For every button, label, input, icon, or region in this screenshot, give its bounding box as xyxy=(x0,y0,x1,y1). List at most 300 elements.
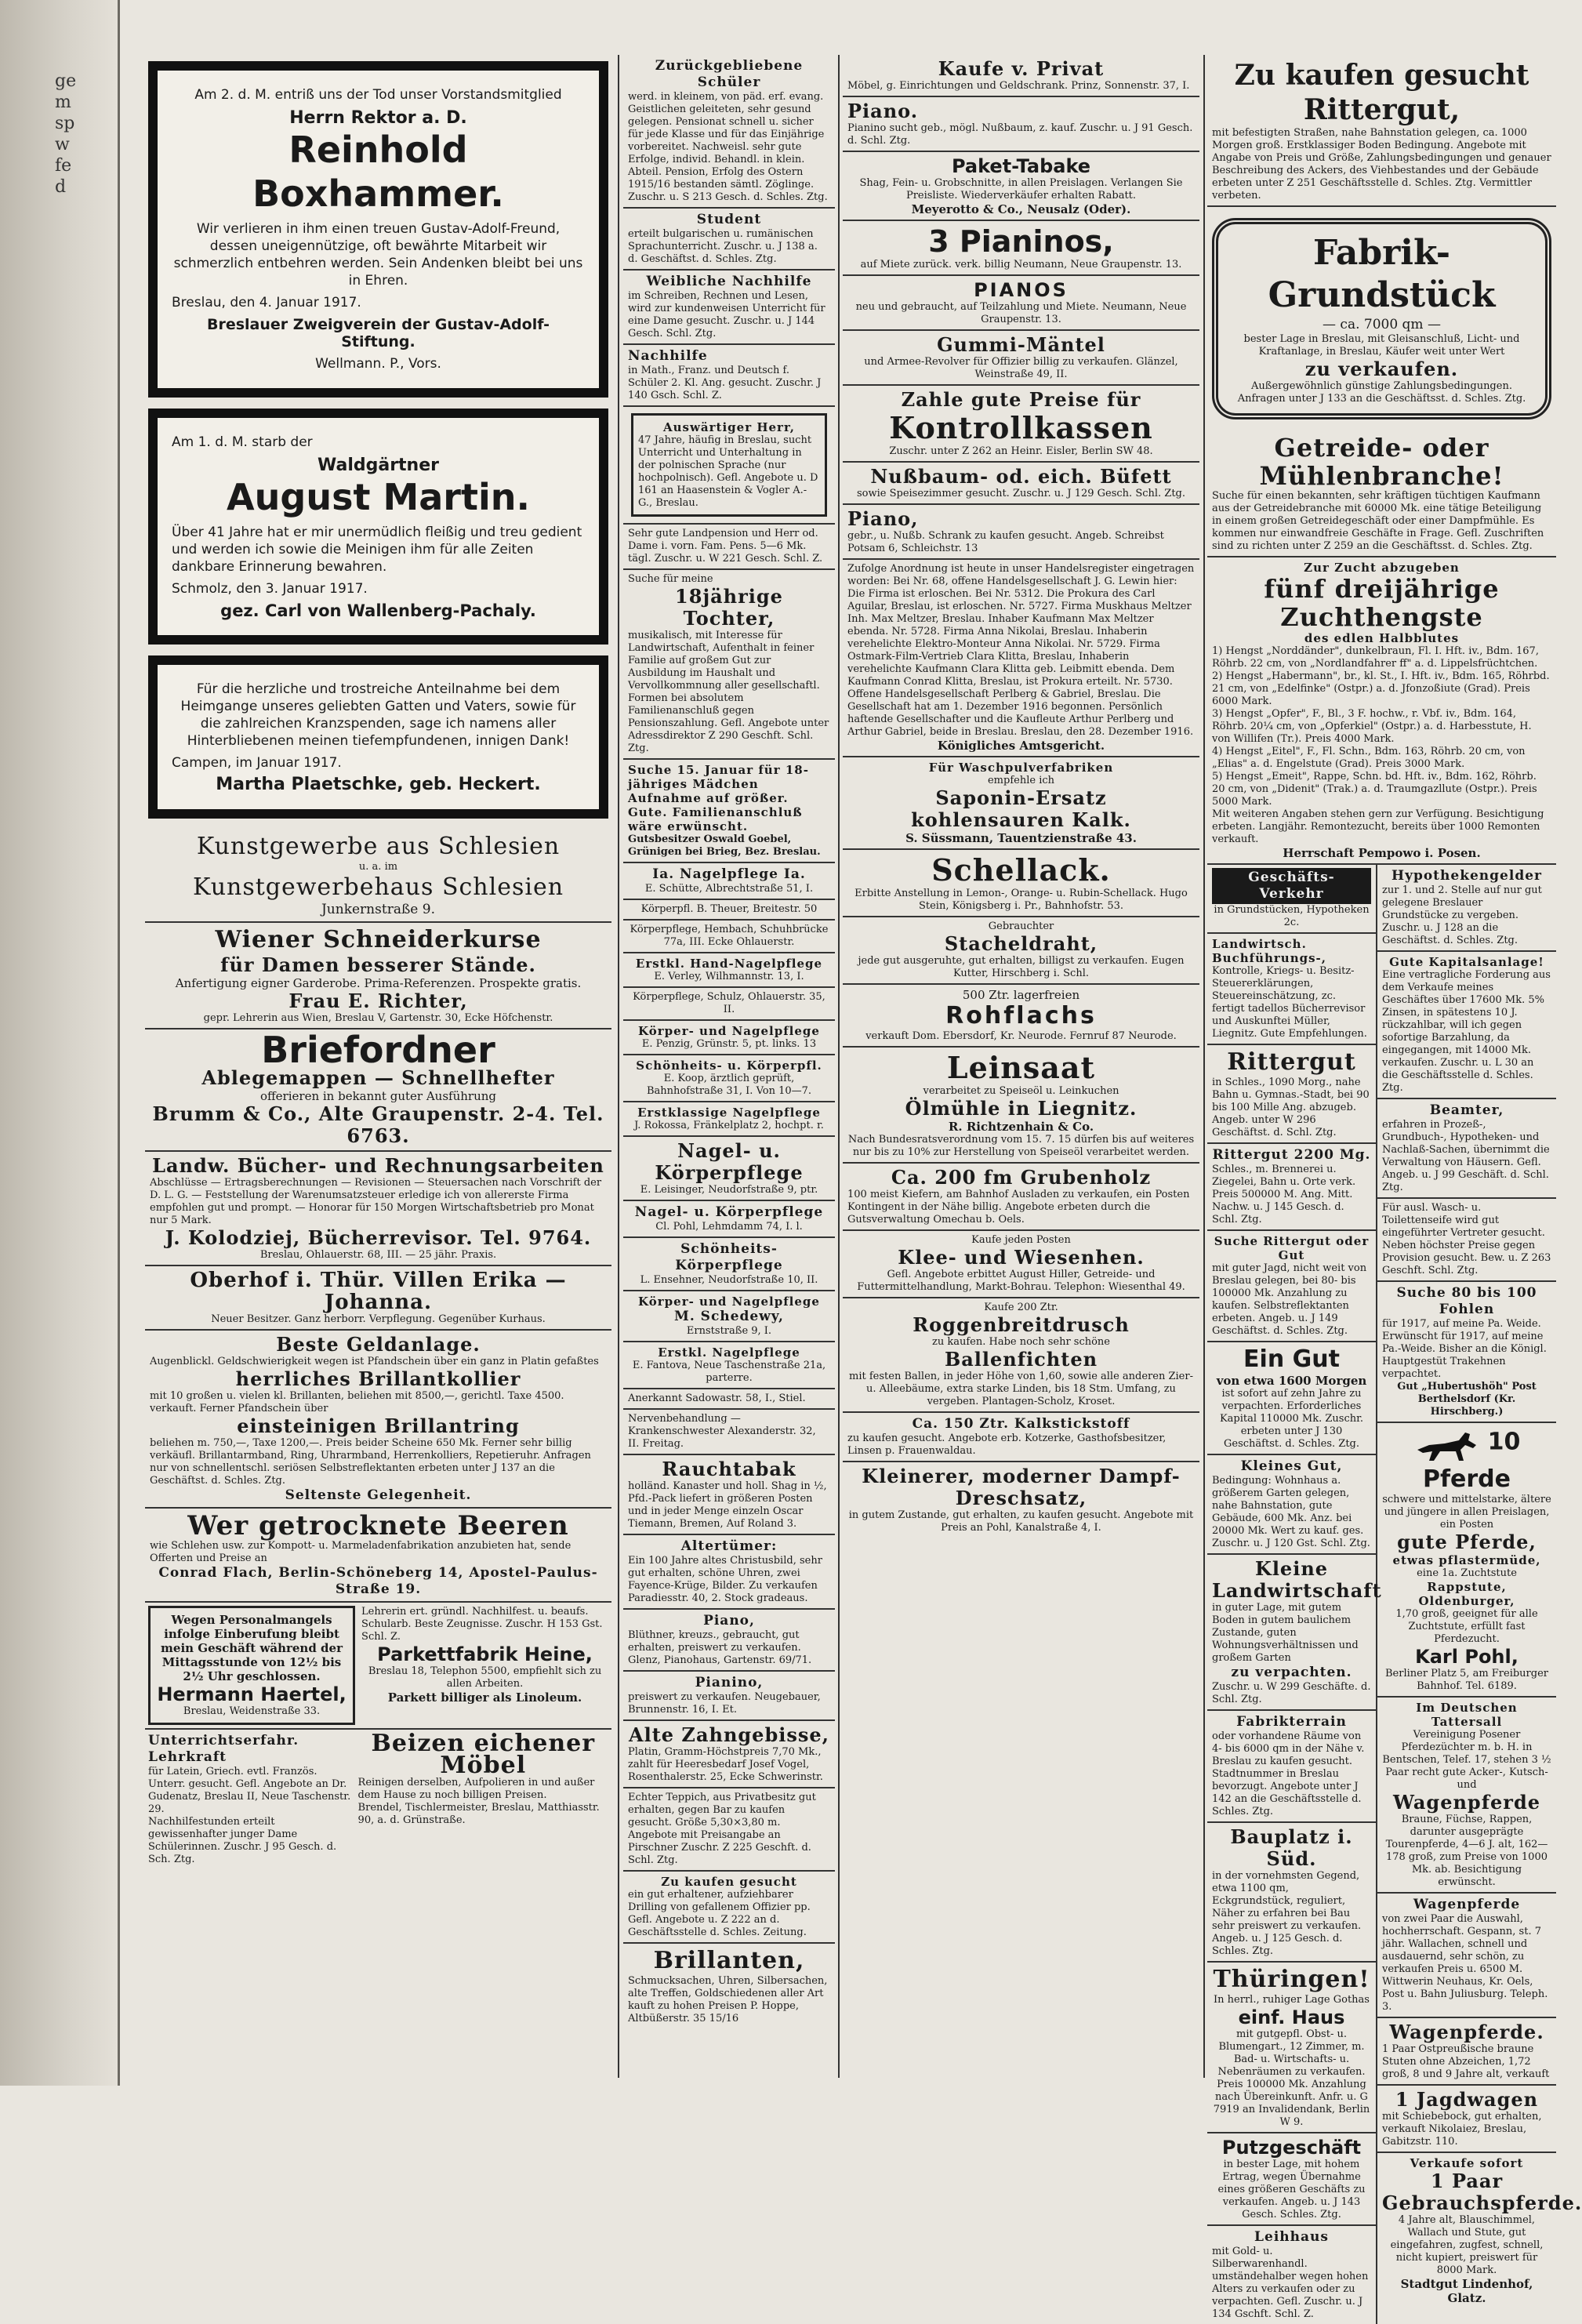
ad-title: Weibliche Nachhilfe xyxy=(646,274,812,289)
obit-date: Schmolz, den 3. Januar 1917. xyxy=(172,581,368,597)
ad-text: Shag, Fein- u. Grobschnitte, in allen Preislagen. Verlangen Sie Preisliste. Wiederverkäufer erhalten Rabatt. xyxy=(859,177,1183,202)
ad-title: Beamter, xyxy=(1429,1102,1504,1118)
ad-text: bester Lage in Breslau, mit Gleisanschluß, Licht- und Kraftanlage, in Breslau, Käufer weit unter Wert xyxy=(1243,333,1520,358)
ad-beamter xyxy=(1377,1099,1556,1199)
ad-text: schwere und mittelstarke, ältere und jüngere in allen Preislagen, ein Posten xyxy=(1382,1494,1551,1531)
column-rule xyxy=(838,55,840,2078)
ad-text: Augenblickl. Geldschwierigkeit wegen ist Pfandschein über ein ganz in Platin gefaßtes xyxy=(150,1356,599,1367)
ad-text: mit Schiebebock, gut erhalten, verkauft Nikolaiez, Breslau, Gabitzstr. 110. xyxy=(1382,2111,1542,2148)
ad-pre: Suche für meine xyxy=(628,573,713,585)
column-3 xyxy=(843,55,1199,2078)
ad-weibliche-nachhilfe xyxy=(623,271,835,345)
ad-text: Nach Bundesratsverordnung vom 15. 7. 15 dürfen bis auf weiteres nur bis zu 10% zur Herstellung von Speiseöl verarbeitet werden. xyxy=(847,1134,1195,1158)
ad-nachhilfe xyxy=(623,345,835,407)
ad-title: 1 Jagdwagen xyxy=(1395,2088,1539,2111)
ad-title: Stacheldraht, xyxy=(944,932,1098,955)
ad-schellack xyxy=(843,850,1199,917)
ad-sub: Parkett billiger als Linoleum. xyxy=(387,1690,582,1705)
ad-3-pianinos xyxy=(843,221,1199,276)
ad-title: Kunstgewerbe aus Schlesien xyxy=(196,833,561,860)
ad-text: Breslau 18, Telephon 5500, empfiehlt sich zu allen Arbeiten. xyxy=(368,1665,602,1690)
ad-text: E. Verley, Wilhmannstr. 13, I. xyxy=(654,971,804,982)
ad-tag: Seltenste Gelegenheit. xyxy=(285,1487,472,1503)
ad-item: herrliches Brillantkollier xyxy=(235,1367,521,1390)
ad-pianos xyxy=(843,276,1199,331)
ad-title: Rohflachs xyxy=(945,1002,1097,1029)
ad-title: Schönheits- u. Körperpfl. xyxy=(636,1059,822,1073)
ad-text: E. Schütte, Albrechtstraße 51, I. xyxy=(644,883,814,895)
ad-sub: Neuer Besitzer. Ganz herborr. Verpflegung. Gegenüber Kurhaus. xyxy=(211,1313,546,1325)
ad-title: Pferde xyxy=(1422,1465,1511,1493)
ad-title: Fabrik-Grundstück xyxy=(1268,233,1496,315)
ad-text: in Schles., 1090 Morg., nahe Bahn u. Gymnas.-Stadt, bei 90 bis 100 Mille Ang. abzugeb. Angeb. unter W 296 Geschäftst. d. Schl. Ztg. xyxy=(1212,1077,1370,1138)
ad-text: Eine vertragliche Forderung aus dem Verkaufe meines Geschäftes über 17600 Mk. 5% Zinsen, in spätestens 10 J. rückzahlbar, will ich gegen sofortige Barzahlung, da eingegangen, mit 14000 Mk. verkaufen. Zuschr. u. L 30 an die Geschäftsstelle d. Schles. Ztg. xyxy=(1382,969,1551,1094)
thanks-signature: Martha Plaetschke, geb. Heckert. xyxy=(216,775,541,794)
thanks-date: Campen, im Januar 1917. xyxy=(172,755,342,771)
ad-title: Zurückgebliebene Schüler xyxy=(655,58,804,90)
ad-kapitalsanlage xyxy=(1377,952,1556,1099)
ad-jagdwagen xyxy=(1377,2086,1556,2153)
ad-firm: Brumm & Co., Alte Graupenstr. 2-4. Tel. 6763. xyxy=(152,1102,604,1147)
ad-seife-vertreter: Für ausl. Wasch- u. Toilettenseife wird gut eingeführter Vertreter gesucht. Neben höchster Preise gegen Provision gesucht. Bew. u. Z 263 Geschft. Schl. Ztg. xyxy=(1377,1199,1556,1282)
ad-kontrollkassen xyxy=(843,386,1199,463)
ad-firm: Ölmühle in Liegnitz. xyxy=(905,1097,1138,1120)
hengst-item: 2) Hengst „Habermann", br., kl. St., I. Hft. iv., Bdm. 165, Röhrbd. 21 cm, von „Edelfinke" (Ostpr.) a. d. Jfonzoßiute (Grad). Preis 6000 Mark. xyxy=(1212,670,1550,707)
hengst-item: 3) Hengst „Opfer", F., Bl., 3 F. hochw., r. Vbf. iv., Bdm. 164, Röhrb. 20¼ cm, von „Opferkiel" (Ostpr.) a. d. Harbesstute, H. von Willifen (Tr.). Preis 4000 Mark. xyxy=(1212,708,1532,745)
ad-text: 1,70 groß, geeignet für alle Zuchtstute, erfüllt fast Pferdezucht. xyxy=(1395,1608,1538,1645)
hengst-item: 4) Hengst „Eitel", F., Fl. Schn., Bdm. 163, Röhrb. 20 cm, von „Elias" a. d. Engelstute (Grad). Preis 3000 Mark. xyxy=(1212,746,1526,770)
ad-nagelpflege xyxy=(623,863,835,900)
ad-text: Abschlüsse — Ertragsberechnungen — Revisionen — Steuersachen nach Vorschrift der D. L. G. — Feststellung der Warenumsatzsteuer erledige ich von allererste Firma empfohlen gut und prompt. — Honorar für 150 Morgen Wirtschaftsbetrieb pro Monat nur 5 Mark. xyxy=(150,1177,602,1226)
obit-text: Über 41 Jahre hat er mir unermüdlich fleißig und treu gedient und werden ich sowie die Meinigen ihm für alle Zeiten dankbare Erinnerung bewahren. xyxy=(172,525,582,575)
ad-text: Möbel, g. Einrichtungen und Geldschrank. Prinz, Sonnenstr. 37, I. xyxy=(847,80,1190,92)
ad-thueringen xyxy=(1207,1963,1376,2133)
ad-firm: Conrad Flach, Berlin-Schöneberg 14, Apostel-Paulus-Straße 19. xyxy=(158,1565,598,1597)
binding-gutter xyxy=(0,0,120,2086)
ad-title: Student xyxy=(696,212,762,227)
ad-name: einf. Haus xyxy=(1238,2006,1345,2028)
horse-icon xyxy=(1413,1426,1484,1465)
ad-sub: des edlen Halbblutes xyxy=(1304,631,1460,645)
ad-text: in gutem Zustande, gut erhalten, zu kaufen gesucht. Angebote mit Preis an Pohl, Kanalstraße 4, I. xyxy=(848,1509,1194,1534)
obituary-boxhammer xyxy=(148,61,608,398)
ad-kunstgewerbe xyxy=(145,830,611,923)
ad-title: Auswärtiger Herr, xyxy=(663,420,795,434)
ad-title: Beizen eichener Möbel xyxy=(371,1730,596,1779)
ad-title: Piano, xyxy=(703,1613,755,1629)
ad-text: 100 meist Kiefern, am Bahnhof Ausladen zu verkaufen, ein Posten Kontingent in der Nähe billig. Angebote erbeten durch die Gutsverwaltung Omechau b. Oels. xyxy=(847,1189,1190,1226)
ad-name: Brendel, Tischlermeister, Breslau, Matthiasstr. 90, a. d. Grünstraße. xyxy=(357,1802,600,1826)
pferde-heading xyxy=(1382,1426,1551,1465)
column-rule xyxy=(618,55,619,2078)
ad-putzgeschaeft xyxy=(1207,2133,1376,2226)
ad-title: Kaufe v. Privat xyxy=(938,57,1105,80)
ad-title: Erstkl. Hand-Nagelpflege xyxy=(635,957,823,971)
ad-name: Gutsbesitzer Oswald Goebel, Grünigen bei Brieg, Bez. Breslau. xyxy=(628,833,821,858)
ad-koerperpflege: Körperpfl. B. Theuer, Breitestr. 50 xyxy=(623,900,835,921)
ad-title: Putzgeschäft xyxy=(1221,2137,1362,2159)
ad-briefordner xyxy=(145,1029,611,1152)
ad-title: Leinsaat xyxy=(946,1050,1096,1085)
ad-text: im Schreiben, Rechnen und Lesen, wird zur kundenweisen Unterricht für eine Dame gesucht. Zuschr. u. J 144 Gesch. Schl. Ztg. xyxy=(628,290,825,340)
ad-firm: verkauft Dom. Ebersdorf, Kr. Neurode. Fernruf 87 Neurode. xyxy=(865,1030,1177,1042)
obit-text: Wir verlieren in ihm einen treuen Gustav-Adolf-Freund, dessen uneigennützige, oft bewährte Mitarbeit wir schmerzlich entbehren werden. Sein Andenken bleibt bei uns in Ehren. xyxy=(173,221,583,289)
ad-text: mit guter Jagd, nicht weit von Breslau gelegen, bei 80- bis 100000 Mk. Anzahlung zu kaufen. Selbstreflektanten erbeten. Angeb. u. J 149 Geschäftst. d. Schles. Ztg. xyxy=(1212,1262,1367,1337)
ad-row xyxy=(145,1603,611,1730)
ad-landw-buecher xyxy=(145,1152,611,1266)
ad-nagelpflege xyxy=(623,1137,835,1201)
ad-text: für 1917, auf meine Pa. Weide. Erwünscht für 1917, auf meine Pa.-Weide. Bisher an die Königl. Hauptgestüt Trakehnen verpachtet. xyxy=(1382,1318,1547,1380)
ad-pre: Zahle gute Preise für xyxy=(901,388,1141,411)
ad-rauchtabak xyxy=(623,1455,835,1535)
ad-text: In herrl., ruhiger Lage Gothas xyxy=(1214,1994,1370,2006)
ad-tag: Nachhilfestunden erteilt gewissenhafter junger Dame Schülerinnen. Zuschr. J 95 Gesch. d. Sch. Ztg. xyxy=(148,1816,337,1865)
ad-title: PIANOS xyxy=(974,279,1069,301)
ad-text: mit befestigten Straßen, nahe Bahnstation gelegen, ca. 1000 Morgen groß. Erstklassiger Boden Bedingung. Angebote mit Angabe von Preis und Größe, Zahlungsbedingungen und genauer Beschreibung des Ackers, des Viehbestandes und der Gebäude erbeten unter Z 251 Geschäftsstelle d. Schles. Ztg. Vermittler verbeten. xyxy=(1212,127,1551,202)
ad-brillanten xyxy=(623,1944,835,2028)
ad-title: Klee- und Wiesenhen. xyxy=(898,1246,1145,1269)
ad-oberhof xyxy=(145,1266,611,1331)
ad-text: Braune, Füchse, Rappen, darunter ausgeprägte Tourenpferde, 4—6 J. alt, 162—178 groß, zum Preise von 1000 Mk. ab. Besichtigung erwünscht. xyxy=(1385,1814,1548,1888)
ad-landpension: Sehr gute Landpension und Herr od. Dame i. vorn. Fam. Pens. 5—6 Mk. tägl. Zuschr. u. W 221 Gesch. Schl. Z. xyxy=(623,525,835,570)
ad-title: Beste Geldanlage. xyxy=(276,1333,481,1356)
ad-maedchen xyxy=(623,760,835,863)
ad-title: Für Waschpulverfabriken xyxy=(928,761,1114,775)
ad-text: und Armee-Revolver für Offizier billig zu verkaufen. Glänzel, Weinstraße 49, II. xyxy=(864,356,1178,380)
ad-text: Schles., m. Brennerei u. Ziegelei, Bahn u. Orte verk. Preis 500000 M. Ang. Mitt. Nachw. u. J 145 Gesch. d. Schl. Ztg. xyxy=(1212,1164,1356,1226)
ad-text: mit festen Ballen, in jeder Höhe von 1,60, sowie alle anderen Zier- u. Alleebäume, extra starke Linden, bis 18 Stm. Umfang, zu vergeben. Plantagen-Scholz, Kroset. xyxy=(849,1371,1193,1407)
ad-text: Zufolge Anordnung ist heute in unser Handelsregister eingetragen worden: Bei Nr. 68, offene Handelsgesellschaft J. G. Lewin hier: Die Firma ist erloschen. Bei Nr. 5312. Die Prokura des Carl Aguilar, Breslau, ist erloschen. Nr. 5727. Firma Muskhaus Meltzer Inh. Max Meltzer, Breslau. Inhaber Kaufmann Max Meltzer ebenda. Nr. 5728. Firma Anna Nikolai, Breslau. Inhaberin verehelichte Elektro-Monteur Anna Nikolai. Nr. 5729. Firma Ostmark-Film-Vertrieb Clara Klitta, Breslau, Inhaberin verehelichte Kaufmann Clara Klitta geb. Leibmitt ebenda. Dem Kaufmann Conrad Klitta, Breslau, ist Prokura erteilt. Nr. 5730. Offene Handelsgesellschaft Perlberg & Gabriel, Breslau. Die Gesellschaft hat am 1. Dezember 1916 begonnen. Persönlich haftende Gesellschafter und die Kaufleute Arthur Perlberg und Arthur Gabriel, beide in Breslau. Breslau, den 28. Dezember 1916. xyxy=(847,563,1195,738)
ad-title: Erstklassige Nagelpflege xyxy=(637,1106,821,1120)
ad-text: mit Gold- u. Silberwarenhandl. umständehalber wegen hohen Alters zu verkaufen oder zu verpachten. Gefl. Zuschr. u. J 134 Gschft. Schl. Z. xyxy=(1212,2246,1369,2320)
ad-pre: Kaufe jeden Posten xyxy=(971,1234,1071,1246)
ad-ballenfichten xyxy=(843,1298,1199,1413)
ad-text: wie Schlehen usw. zur Kompott- u. Marmeladenfabrikation anzubieten hat, sende Offerten und Preise an xyxy=(150,1540,571,1564)
ad-title: Schellack. xyxy=(931,852,1111,888)
ad-title: Alte Zahngebisse, xyxy=(628,1723,829,1746)
obit-signature: gez. Carl von Wallenberg-Pachaly. xyxy=(220,601,536,620)
ad-address: Breslau, Ohlauerstr. 68, III. — 25 jähr. Praxis. xyxy=(259,1249,497,1261)
ad-title: Nagel- u. Körperpflege xyxy=(634,1204,824,1220)
ad-name: Saponin-Ersatz xyxy=(935,786,1107,809)
ad-text: ist sofort auf zehn Jahre zu verpachten. Erforderliches Kapital 110000 Mk. Zuschr. erbeten unter J 130 Geschäftst. d. Schles. Ztg. xyxy=(1219,1388,1364,1450)
ad-text: Suche für einen bekannten, sehr kräftigen tüchtigen Kaufmann aus der Getreidebranche mit 60000 Mk. eine tätige Beteiligung in einem großen Getreidegeschäft oder einer Dampfmühle. Es kommen nur einwandfreie Geschäfte in Frage. Gefl. Zuschriften sind zu richten unter Z 259 an die Geschäftsst. d. Schles. Ztg. xyxy=(1212,490,1544,552)
ad-firm: Herrschaft Pempowo i. Posen. xyxy=(1283,846,1481,860)
column-4 xyxy=(1207,55,1582,2320)
ad-row xyxy=(145,1730,611,1869)
ad-title: Rittergut xyxy=(1227,1048,1356,1076)
ad-firm: Meyerotto & Co., Neusalz (Oder). xyxy=(911,202,1131,216)
ad-title: Kontrollkassen xyxy=(889,410,1153,445)
ad-wagenpferde xyxy=(1377,1894,1556,2018)
ad-hypothekengelder xyxy=(1377,865,1556,952)
newspaper-page xyxy=(145,55,1582,2320)
thanks-plaetschke xyxy=(148,655,608,819)
ad-unterricht xyxy=(145,1730,355,1869)
obituary-martin xyxy=(148,409,608,645)
ad-text: Zuschr. unter Z 262 an Heinr. Eisler, Berlin SW 48. xyxy=(889,445,1153,457)
ad-title: Altertümer: xyxy=(680,1538,778,1554)
ad-text: erfahren in Prozeß-, Grundbuch-, Hypotheken- und Nachlaß-Sachen, übernimmt die Verwaltung von Häusern. Gefl. Angeb. u. J 99 Geschäft. d. Schl. Ztg. xyxy=(1382,1119,1550,1193)
ad-tattersall xyxy=(1377,1698,1556,1894)
ad-text: Vereinigung Posener Pferdezüchter m. b. H. in Bentschen, Telef. 17, stehen 3 ½ Paar recht gute Acker-, Kutsch- und xyxy=(1382,1729,1551,1791)
ad-action: zu verkaufen. xyxy=(1304,358,1459,380)
ad-fabrik-grundstueck xyxy=(1212,218,1551,419)
ad-getreide xyxy=(1207,430,1556,557)
ad-haertel xyxy=(148,1606,355,1725)
ad-drilling xyxy=(623,1872,835,1944)
ad-rittergut xyxy=(1207,1045,1376,1144)
ad-auswaertiger-herr xyxy=(623,407,835,525)
ad-text: Außergewöhnlich günstige Zahlungsbedingungen. Anfragen unter J 133 an die Geschäftsst. d. Schles. Ztg. xyxy=(1237,380,1526,405)
ad-title: Hypothekengelder xyxy=(1392,868,1542,884)
ad-leinsaat xyxy=(843,1048,1199,1164)
ad-title: Wer getrocknete Beeren xyxy=(187,1510,569,1541)
ad-sub: empfehle ich xyxy=(987,775,1054,786)
ad-nagelpflege xyxy=(623,1201,835,1238)
ad-text: Blüthner, kreuzs., gebraucht, gut erhalten, preiswert zu verkaufen. Glenz, Pianohaus, Gartenstr. 69/71. xyxy=(628,1629,812,1666)
ad-fohlen xyxy=(1377,1282,1556,1423)
ad-paket-tabake xyxy=(843,152,1199,221)
ad-court: Königliches Amtsgericht. xyxy=(937,739,1105,753)
ad-text: J. Rokossa, Fränkelplatz 2, hochpt. r. xyxy=(634,1120,824,1131)
ad-firm: S. Süssmann, Tauentzienstraße 43. xyxy=(905,831,1137,845)
ad-schoenheitspflege xyxy=(623,1238,835,1291)
ad-title: Parkettfabrik Heine, xyxy=(377,1643,593,1665)
ad-text: 1 Paar Ostpreußische braune Stuten ohne Abzeichen, 1,72 groß, 8 und 9 Jahre alt, verkauft xyxy=(1382,2043,1550,2080)
ad-title: Thüringen! xyxy=(1213,1966,1370,1993)
ad-schoenheitspflege xyxy=(623,1055,835,1102)
ad-fabrikterrain xyxy=(1207,1711,1376,1823)
ad-title: Rauchtabak xyxy=(662,1458,796,1480)
ad-buchfuehrung xyxy=(1207,934,1376,1045)
ad-box xyxy=(631,413,827,517)
ad-text: Zuschr. u. W 299 Geschäfte. d. Schl. Ztg. xyxy=(1212,1681,1371,1705)
ad-text: Platin, Gramm-Höchstpreis 7,70 Mk., zahlt für Heeresbedarf Josef Vogel, Rosenthalerstr. 25, Ecke Schwerinstr. xyxy=(628,1746,823,1783)
ad-text: E. Fantova, Neue Taschenstraße 21a, parterre. xyxy=(632,1360,826,1384)
ad-kleines-gut xyxy=(1207,1455,1376,1555)
ad-text: in Math., Franz. und Deutsch f. Schüler 2. Kl. Ang. gesucht. Zuschr. J 140 Gsch. Schl. Z. xyxy=(628,365,822,401)
ad-text: Kontrolle, Kriegs- u. Besitz-Steuererklärungen, Steuereinschätzung, zc. fertigt tadellos Bücherrevisor und Auskunftei Müller, Liegnitz. Gute Empfehlungen. xyxy=(1212,965,1367,1040)
ad-name: J. Kolodziej, Bücherrevisor. Tel. 9764. xyxy=(165,1226,592,1249)
ad-koerperpflege xyxy=(623,1291,835,1342)
ad-title: Schönheits- Körperpflege xyxy=(675,1241,783,1273)
ad-text: von zwei Paar die Auswahl, hochherrschaft. Gespann, st. 7 jähr. Wallachen, schnell und ausdauernd, sehr schön, zu verkaufen Preis u. 6500 M. Wittwerin Neuhaus, Kr. Oels, Post u. Bahn Juliusburg. Teleph. 3. xyxy=(1382,1913,1548,2013)
ad-schueler xyxy=(623,55,835,209)
ad-rittergut-2200 xyxy=(1207,1144,1376,1231)
ad-sub: u. a. im xyxy=(358,861,398,873)
ad-kleine-landwirtschaft xyxy=(1207,1555,1382,1711)
column-rule xyxy=(1203,55,1205,2078)
ad-text: in guter Lage, mit gutem Boden in gutem baulichem Zustande, guten Wohnungsverhältnissen und großem Garten xyxy=(1212,1602,1359,1664)
column-2 xyxy=(623,55,835,2078)
ad-student xyxy=(623,209,835,271)
ad-teppich: Echter Teppich, aus Privatbesitz gut erhalten, gegen Bar zu kaufen gesucht. Größe 5,30×3,80 m. Angebote mit Preisangabe an Pirschner Zuschr. Z 225 Geschft. d. Schl. Ztg. xyxy=(623,1788,835,1872)
pferde-number: 10 xyxy=(1487,1428,1521,1456)
ad-misc: Nervenbehandlung — Krankenschwester Alexanderstr. 32, II. Freitag. xyxy=(623,1410,835,1455)
ad-title: Im Deutschen Tattersall xyxy=(1416,1701,1518,1729)
thanks-text: Für die herzliche und trostreiche Anteilnahme bei dem Heimgange unseres geliebten Gatten und Vaters, sowie für die zahlreichen Kranzspenden, sage ich namens aller Hinterbliebenen meinen tiefempfundenen, innigen Dank! xyxy=(180,681,576,749)
obit-title: Herrn Rektor a. D. xyxy=(289,108,467,128)
ad-title: Ca. 150 Ztr. Kalkstickstoff xyxy=(912,1416,1130,1432)
ad-piano xyxy=(623,1610,835,1672)
ad-text: jede gut ausgeruhte, gut erhalten, billigst zu verkaufen. Eugen Kutter, Hirschberg i. Schl. xyxy=(858,955,1185,979)
ad-text: Mit weiteren Angaben stehen gern zur Verfügung. Besichtigung erbeten. Langjähr. Remontezucht, bereits über 1000 Remonten verkauft. xyxy=(1212,808,1544,845)
ad-title: fünf dreijährige Zuchthengste xyxy=(1264,574,1500,632)
ad-title: Unterrichtserfahr. Lehrkraft xyxy=(148,1733,299,1765)
ad-title: Zu kaufen gesucht Rittergut, xyxy=(1234,59,1529,126)
ad-name: M. Schedewy, xyxy=(674,1309,784,1324)
ad-handelsregister xyxy=(843,560,1199,757)
ad-text: 47 Jahre, häufig in Breslau, sucht Unterricht und Unterhaltung in der polnischen Sprache (nur hochpolnisch). Gefl. Angebote u. D 161 an Haasenstein & Vogler A.-G., Breslau. xyxy=(638,434,818,509)
ad-title: Suche Rittergut oder Gut xyxy=(1214,1234,1370,1262)
ad-zahngebisse xyxy=(623,1721,835,1788)
ad-sub: von etwa 1600 Morgen xyxy=(1216,1374,1367,1388)
ad-name: Wagenpferde xyxy=(1393,1791,1540,1814)
ad-zuchthengste xyxy=(1207,557,1556,865)
ad-sub: für Damen besserer Stände. xyxy=(220,953,536,976)
obit-name: Reinhold Boxhammer. xyxy=(252,129,504,215)
ad-text: oder vorhandene Räume von 4- bis 6000 qm in der Nähe v. Breslau zu kaufen gesucht. Stadtnummer in Breslau bevorzugt. Angebote unter J 142 an die Geschäftsstelle d. Schles. Ztg. xyxy=(1212,1730,1365,1817)
ad-title: Roggenbreitdrusch xyxy=(913,1313,1130,1336)
ad-rittergut-gesucht xyxy=(1207,55,1556,207)
ad-koerperpflege xyxy=(623,1021,835,1055)
ad-text: mit gutgepfl. Obst- u. Blumengart., 12 Zimmer, m. Bad- u. Wirtschafts- u. Nebenräumen zu verkaufen. Preis 100000 Mk. Anzahlung nach Übereinkunft. Anfr. u. G 7919 an Invalidendank, Berlin W 9. xyxy=(1213,2028,1370,2128)
ad-getrocknete-beeren xyxy=(145,1509,611,1603)
ad-text: beliehen m. 750,—, Taxe 1200,—. Preis beider Scheine 650 Mk. Ferner sehr billig verkäufl. Brillantarmband, Ring, Uhrarmband, Herrenkolliers, Repetieruhr. Anfragen nur von schnellentschl. seriösen Selbstreflektanten erbeten unter J 137 an die Geschäftst. d. Schles. Ztg. xyxy=(150,1437,591,1487)
ad-title: Landw. Bücher- und Rechnungsarbeiten xyxy=(152,1154,604,1177)
ad-text: in der vornehmsten Gegend, etwa 1100 qm, Eckgrundstück, reguliert, Näher zu erfahren bei Bau sehr preiswert zu verkaufen. Angeb. u. J 125 Gesch. d. Schles. Ztg. xyxy=(1212,1870,1362,1957)
ad-title: Nagel- u. Körperpflege xyxy=(655,1139,804,1184)
ad-title: 3 Pianinos, xyxy=(928,224,1114,259)
ad-title: Kleinerer, moderner Dampf-Dreschsatz, xyxy=(862,1465,1181,1509)
ad-text: Anfertigung eigner Garderobe. Prima-Referenzen. Prospekte gratis. xyxy=(175,976,582,990)
ad-firm-2: R. Richtzenhain & Co. xyxy=(948,1120,1094,1134)
ad-kaufe-privat xyxy=(843,55,1199,97)
ad-firm: Karl Pohl, xyxy=(1415,1646,1519,1668)
ad-title: Gute Kapitalsanlage! xyxy=(1389,955,1544,969)
ad-title: 1 Paar Gebrauchspferde. xyxy=(1382,2170,1582,2214)
ad-text: Schmucksachen, Uhren, Silbersachen, alte Treffen, Goldschiedenen aller Art kauft zu hohen Preisen P. Hoppe, Altbüßerstr. 35 15/16 xyxy=(628,1975,828,2024)
ad-subcolumn-right xyxy=(1377,865,1582,2324)
ad-text: sowie Speisezimmer gesucht. Zuschr. u. J 129 Gesch. Schl. Ztg. xyxy=(856,488,1186,499)
ad-nagelpflege xyxy=(623,1102,835,1137)
ad-text: E. Koop, ärztlich geprüft, Bahnhofstraße 31, I. Von 10—7. xyxy=(646,1073,812,1097)
gutter-fragment: ge m sp w fe d xyxy=(55,71,77,197)
ad-text: mit 10 großen u. vielen kl. Brillanten, beliehen mit 8500,—, gerichtl. Taxe 4500. verkauft. Ferner Pfandschein über xyxy=(150,1390,564,1414)
ad-stacheldraht xyxy=(843,917,1199,985)
ad-koerperpflege: Körperpflege, Schulz, Ohlauerstr. 35, II. xyxy=(623,988,835,1021)
ad-title: Ia. Nagelpflege Ia. xyxy=(652,866,806,882)
ad-text: Wegen Personalmangels infolge Einberufung bleibt mein Geschäft während der Mittagsstunde von 12½ bis 2½ Uhr geschlossen. xyxy=(161,1613,343,1683)
ad-firm: Stadtgut Lindenhof, Glatz. xyxy=(1400,2277,1533,2305)
ad-text: Ein 100 Jahre altes Christusbild, sehr gut erhalten, schöne Uhren, zwei Fayence-Krüge, Bilder. Zu verkaufen Paradiesstr. 40, 2. Stock gradeaus. xyxy=(628,1555,822,1604)
ad-title: 18jährige Tochter, xyxy=(675,585,783,630)
ad-address: gepr. Lehrerin aus Wien, Breslau V, Gartenstr. 30, Ecke Höfchenstr. xyxy=(203,1012,553,1024)
ad-gebrauchspferde xyxy=(1377,2153,1582,2308)
ad-pre: Gebrauchter xyxy=(988,921,1054,932)
ad-gummi-maentel xyxy=(843,331,1199,386)
ad-title: Bauplatz i. Süd. xyxy=(1230,1825,1353,1870)
hengst-item: 1) Hengst „Norddänder", dunkelbraun, Fl. I. Hft. iv., Bdm. 167, Röhrb. 22 cm, von „Nordlandfahrer ff" a. d. Lippelsfrüchtchen. xyxy=(1212,645,1539,670)
ad-title: Erstkl. Nagelpflege xyxy=(658,1345,800,1360)
ad-text: Suche 15. Januar für 18-jähriges Mädchen Aufnahme auf größer. Gute. Familienanschluß wäre erwünscht. xyxy=(628,763,809,833)
ad-text: offerieren in bekannt guter Ausführung xyxy=(259,1089,496,1103)
ad-text: verarbeitet zu Speiseöl u. Leinkuchen xyxy=(923,1085,1119,1097)
ad-title: Paket-Tabake xyxy=(951,155,1091,177)
ad-text: L. Ensehner, Neudorfstraße 10, II. xyxy=(640,1274,818,1286)
obit-signature: Wellmann. P., Vors. xyxy=(315,356,441,372)
ad-text: musikalisch, mit Interesse für Landwirtschaft, Aufenthalt in feiner Familie auf großem Gut zur Ausbildung im Haushalt und Vervollkommnung aller gesellschaftl. Formen bei absolutem Familienanschluß gegen Pensionszahlung. Gefl. Angebote unter Adressdirektor Z 290 Geschft. Schl. Ztg. xyxy=(628,630,829,754)
obit-date: Breslau, den 4. Januar 1917. xyxy=(172,295,361,310)
ad-suche-rittergut xyxy=(1207,1231,1376,1342)
column-1 xyxy=(145,55,611,2078)
ad-misc: Anerkannt Sadowastr. 58, I., Stiel. xyxy=(623,1389,835,1410)
ad-title: Nußbaum- od. eich. Büfett xyxy=(870,465,1172,488)
ad-subcolumn-left xyxy=(1207,865,1382,2324)
ad-moebel xyxy=(355,1730,611,1869)
section-geschaefts-verkehr xyxy=(1207,865,1376,934)
obit-title: Waldgärtner xyxy=(317,456,439,475)
ad-text: auf Miete zurück. verk. billig Neumann, Neue Graupenstr. 13. xyxy=(860,259,1182,271)
ad-piano-2 xyxy=(843,505,1199,560)
ad-title: Wagenpferde xyxy=(1413,1897,1521,1912)
ad-title: Leihhaus xyxy=(1254,2229,1329,2245)
ad-title: Landwirtsch. Buchführungs-, xyxy=(1212,937,1326,965)
ad-title: Suche 80 bis 100 Fohlen xyxy=(1396,1285,1537,1317)
ad-text: Lehrerin ert. gründl. Nachhilfest. u. beaufs. Schularb. Beste Zeugnisse. Zuschr. H 153 Gst. Schl. Z. xyxy=(361,1606,603,1643)
ad-sub: zu kaufen. Habe noch sehr schöne xyxy=(931,1336,1111,1348)
ad-text: E. Leisinger, Neudorfstraße 9, ptr. xyxy=(640,1184,818,1196)
ad-grubenholz xyxy=(843,1164,1199,1231)
ad-text: E. Penzig, Grünstr. 5, pt. links. 13 xyxy=(641,1038,817,1050)
ad-nagelpflege xyxy=(623,1342,835,1389)
ad-sub: etwas pflastermüde, xyxy=(1392,1553,1541,1567)
ad-title: Briefordner xyxy=(261,1029,495,1071)
ad-pre: Zur Zucht abzugeben xyxy=(1304,561,1460,575)
ad-wiesenheu xyxy=(843,1231,1199,1298)
ad-bueffet xyxy=(843,463,1199,505)
ad-title: Rittergut 2200 Mg. xyxy=(1212,1147,1371,1163)
ad-koerperpflege: Körperpflege, Hembach, Schuhbrücke 77a, III. Ecke Ohlauerstr. xyxy=(623,921,835,953)
ad-title: Ca. 200 fm Grubenholz xyxy=(891,1166,1152,1189)
ad-name: Frau E. Richter, xyxy=(288,990,468,1012)
ad-pre: Verkaufe sofort xyxy=(1410,2156,1524,2170)
ad-size: — ca. 7000 qm — xyxy=(1323,317,1441,332)
ad-text: neu und gebraucht, auf Teilzahlung und Miete. Neumann, Neue Graupenstr. 13. xyxy=(855,301,1187,325)
ad-text: Bedingung: Wohnhaus a. größerem Garten gelegen, nahe Bahnstation, gute Gebäude, 600 Mk. Anz. bei 20000 Mk. Wert zu kauf. ges. Zuschr. u. J 120 Gst. Schl. Ztg. xyxy=(1212,1475,1370,1549)
ad-pianino xyxy=(623,1672,835,1721)
obit-intro: Am 1. d. M. starb der xyxy=(172,434,313,450)
ad-nagelpflege xyxy=(623,953,835,988)
ad-title: Piano, xyxy=(847,507,919,530)
ad-text: Reinigen derselben, Aufpolieren in und außer dem Hause zu noch billigen Preisen. xyxy=(357,1777,595,1801)
ad-text: ein gut erhaltener, aufziehbarer Drilling von gefallenem Offizier pp. Gefl. Angebote u. Z 222 an d. Geschäftsstelle d. Schles. Zeitung. xyxy=(628,1889,811,1938)
ad-text: zu kaufen gesucht. Angebote erb. Kotzerke, Gasthofsbesitzer, Linsen p. Frauenwaldau. xyxy=(847,1433,1167,1457)
ad-text: kohlensauren Kalk. xyxy=(911,808,1131,831)
ad-text: gebr., u. Nußb. Schrank zu kaufen gesucht. Angeb. Schreibst Potsam 6, Schleichstr. 13 xyxy=(847,530,1164,554)
ad-text: holländ. Kanaster und holl. Shag in ½, Pfd.-Pack liefert in größeren Posten und in jeder Menge einzeln Oscar Tiemann, Bremen, Auf Roland 3. xyxy=(628,1480,827,1530)
ad-wagenpferde-2 xyxy=(1377,2018,1556,2086)
ad-address: Junkernstraße 9. xyxy=(321,902,435,917)
ad-geldanlage xyxy=(145,1331,611,1509)
ad-text: 500 Ztr. lagerfreien xyxy=(962,988,1080,1002)
ad-text: Cl. Pohl, Lehmdamm 74, I. l. xyxy=(655,1221,803,1233)
ad-text: preiswert zu verkaufen. Neugebauer, Brunnenstr. 16, I. Et. xyxy=(628,1691,821,1716)
ad-pre: Kaufe 200 Ztr. xyxy=(984,1302,1058,1313)
ad-saponin xyxy=(843,757,1199,850)
ad-rohflachs xyxy=(843,985,1199,1048)
